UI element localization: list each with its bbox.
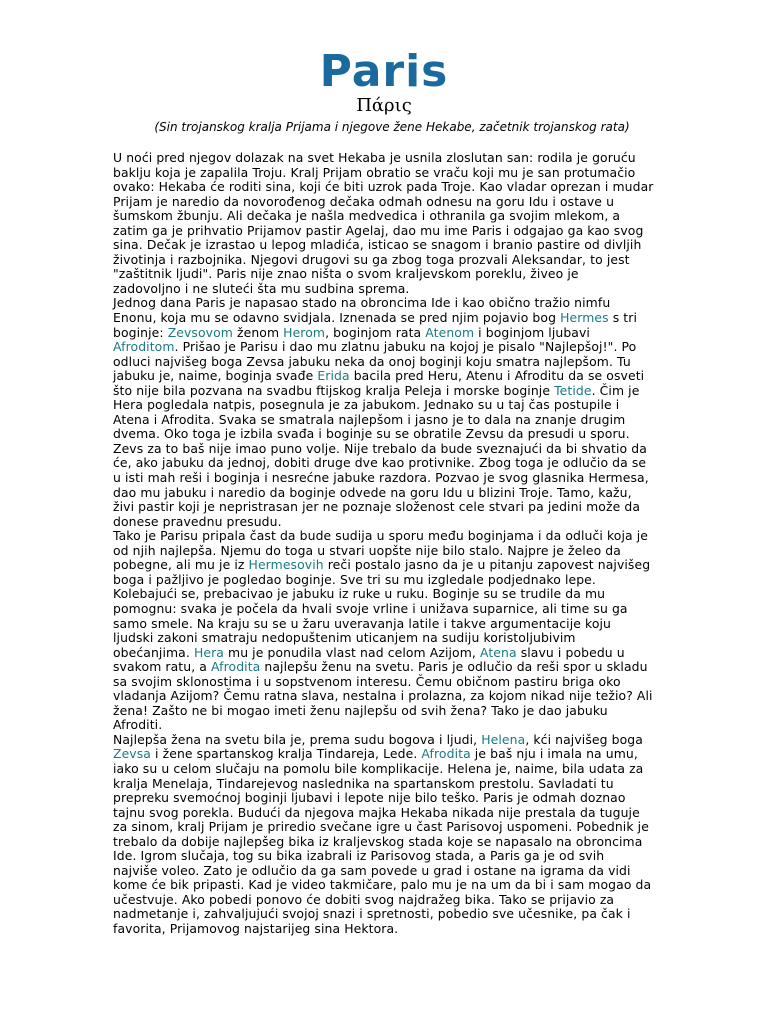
text-line (113, 791, 743, 806)
text-line (113, 558, 743, 573)
text-line (113, 617, 743, 632)
text-run: iako su u celom slučaju na pomolu bile komplikacije. Helena je, naime, bila udata za (113, 760, 644, 776)
text-line (113, 267, 743, 282)
name-link[interactable]: Afroditom (113, 339, 175, 355)
name-link[interactable]: Hermes (560, 310, 609, 326)
text-line (113, 922, 743, 937)
text-line (113, 806, 743, 821)
text-line (113, 238, 743, 253)
text-line (113, 718, 743, 733)
text-line (113, 180, 743, 195)
text-line (113, 253, 743, 268)
text-line (113, 573, 743, 588)
text-line (113, 224, 743, 239)
text-run: je baš nju i imala na umu, (470, 746, 638, 762)
text-run: što nije bila pozvana na svadbu ftijskog kralja Peleja i morske boginje (113, 382, 555, 398)
text-run: , boginjom rata (325, 324, 426, 340)
text-line (113, 646, 743, 661)
text-run: će, ako jabuku da jednoj, dobiti druge dve kao protivnike. Zbog toga je odlučio da se (113, 455, 647, 471)
article-body (113, 151, 743, 937)
text-run: samo smele. Na kraju su se u žaru uveravanja latile i takve argumentacije koju (113, 615, 612, 631)
text-line (113, 486, 743, 501)
text-run: pobegne, ali mu je iz (113, 557, 249, 573)
text-run: "zaštitnik ljudi". Paris nije znao ništa o svom kraljevskom poreklu, živeo je (113, 266, 579, 282)
text-run: kome će bik pripasti. Kad je video takmičare, palo mu je na um da bi i sam mogao da (113, 877, 652, 893)
text-line (113, 456, 743, 471)
name-link[interactable]: Zevsovom (167, 324, 233, 340)
text-run: jabuku je, naime, boginja svađe (113, 368, 318, 384)
text-line (113, 820, 743, 835)
text-line (113, 384, 743, 399)
text-line (113, 413, 743, 428)
text-run: donese pravednu presudu. (113, 513, 282, 529)
text-run: Afroditi. (113, 717, 163, 733)
text-run: mu je ponudila vlast nad celom Azijom, (223, 644, 480, 660)
text-run: reči postalo jasno da je u pitanju zapovest najvišeg (323, 557, 651, 573)
text-line (113, 427, 743, 442)
text-line (113, 166, 743, 181)
text-run: Hera pogledala natpis, posegnula je za jabukom. Jednako su u taj čas postupile i (113, 397, 620, 413)
paragraph (113, 296, 743, 529)
text-run: Zevs za to baš nije imao puno volje. Nije trebalo da bude sveznajući da bi shvatio da (113, 440, 647, 456)
text-run: Ide. Igrom slučaja, tog su bika izabrali iz Parisovog stada, a Paris ga je od svih (113, 848, 605, 864)
text-line (113, 733, 743, 748)
text-line (113, 704, 743, 719)
text-run: slavu i pobedu u (516, 644, 625, 660)
text-run: najviše voleo. Zato je odlučio da ga sam povede u grad i ostane na igrama da vidi (113, 862, 631, 878)
text-run: ljudski zakoni smatraju nedopuštenim uticanjem na sudiju koristoljubivim (113, 630, 576, 646)
paragraph (113, 529, 743, 733)
text-run: U noći pred njegov dolazak na svet Hekaba je usnila zloslutan san: rodila je goruću (113, 150, 636, 165)
name-link[interactable]: Atenom (425, 324, 475, 340)
text-line (113, 893, 743, 908)
text-line (113, 602, 743, 617)
name-link[interactable]: Hera (193, 644, 224, 660)
name-link[interactable]: Erida (317, 368, 350, 384)
text-run: ženom (232, 324, 284, 340)
text-run: s tri (608, 310, 637, 326)
text-line (113, 442, 743, 457)
text-run: odluci najvišeg boga Zevsa jabuku neka da onoj boginji koju smatra najlepšom. Tu (113, 353, 631, 369)
text-run: dvema. Oko toga je izbila svađa i boginje su se obratile Zevsu da presudi u sporu. (113, 426, 630, 442)
text-run: i boginjom ljubavi (474, 324, 590, 340)
text-line (113, 282, 743, 297)
text-run: sa svojim sklonostima i u sopstvenom interesu. Čemu običnom pastiru briga oko (113, 673, 621, 689)
text-run: šumskom žbunju. Ali dečaka je našla medvedica i othranila ga svojim mlekom, a (113, 208, 621, 224)
text-line (113, 515, 743, 530)
text-run: žena! Zašto ne bi mogao imeti ženu najlepšu od svih žena? Tako je dao jabuku (113, 702, 608, 718)
text-run: zadovoljno i ne sluteći šta mu sudbina sprema. (113, 280, 410, 296)
text-line (113, 529, 743, 544)
text-run: , kći najvišeg boga (525, 731, 643, 747)
greek-name: Πάρις (356, 95, 412, 116)
text-line (113, 675, 743, 690)
text-line (113, 907, 743, 922)
text-run: boginje: (113, 324, 168, 340)
name-link[interactable]: Tetide (554, 382, 592, 398)
text-line (113, 660, 743, 675)
text-run: ovako: Hekaba će roditi sina, koji će biti uzrok pada Troje. Kao vladar oprezan i mudar (113, 179, 654, 195)
text-line (113, 689, 743, 704)
text-run: favorita, Prijamovog najstarijeg sina Hektora. (113, 920, 399, 936)
text-line (113, 340, 743, 355)
text-line (113, 631, 743, 646)
text-run: Atena i Afrodita. Svaka se smatrala najlepšom i jasno je to dala na znanje drugim (113, 411, 626, 427)
text-run: Enonu, koja mu se odavno svidjala. Iznenada se pred njim pojavio bog (113, 310, 561, 326)
text-run: bacila pred Heru, Atenu i Afroditu da se osveti (349, 368, 645, 384)
text-run: prepreku svemoćnoj boginji ljubavi i lepote nije bilo teško. Paris je odmah doznao (113, 790, 626, 806)
text-line (113, 587, 743, 602)
text-run: dao mu jabuku i naredio da boginje odvede na goru Idu u blizini Troje. Tamo, kažu, (113, 484, 632, 500)
text-run: svakom ratu, a (113, 659, 212, 675)
text-run: i žene spartanskog kralja Tindareja, Lede. (151, 746, 422, 762)
text-run: životinja i razbojnika. Njegovi drugovi su ga zbog toga prozvali Aleksandar, to jest (113, 251, 630, 267)
text-run: tajnu svog porekla. Budući da njegova majka Hekaba nikada nije prestala da tuguje (113, 804, 640, 820)
text-run: pomognu: svaka je počela da hvali svoje vrline i unižava suparnice, ali time su ga (113, 600, 628, 616)
text-run: za sinom, kralj Prijam je priredio svečane igre u čast Parisovoj uspomeni. Pobednik je (113, 819, 649, 835)
text-line (113, 296, 743, 311)
name-link[interactable]: Afrodita (211, 659, 261, 675)
text-run: Najlepša žena na svetu bila je, prema sudu bogova i ljudi, (113, 731, 482, 747)
text-run: živi pastir koji je nepristrasan jer ne poznaje složenost cele stvari pa jedini može da (113, 499, 641, 515)
name-link[interactable]: Hermesovih (248, 557, 324, 573)
text-line (113, 835, 743, 850)
text-run: obećanjima. (113, 644, 194, 660)
text-run: u isti mah reši i boginja i nesrećne jabuke razdora. Pozvao je svog glasnika Hermesa, (113, 470, 649, 486)
text-run: . Čim je (591, 382, 640, 398)
text-run: najlepšu ženu na svetu. Paris je odlučio da reši spor u skladu (260, 659, 648, 675)
name-link[interactable]: Zevsa (113, 746, 151, 762)
text-run: vladanja Azijom? Čemu ratna slava, nestalna i prolazna, za kojom nikad nije težio? Ali (113, 688, 653, 704)
text-line (113, 209, 743, 224)
page-title: Paris (319, 46, 449, 97)
text-line (113, 500, 743, 515)
text-run: boga i pažljivo je pogledao boginje. Sve tri su mu izgledale podjednako lepe. (113, 571, 596, 587)
text-run: nadmetanje i, zahvaljujući svojoj snazi i spretnosti, pobedio sve učesnike, pa čak i (113, 906, 631, 922)
name-link[interactable]: Herom (283, 324, 326, 340)
text-line (113, 471, 743, 486)
text-run: . Prišao je Parisu i dao mu zlatnu jabuku na kojoj je pisalo "Najlepšoj!". Po (174, 339, 637, 355)
text-line (113, 777, 743, 792)
text-run: kralja Menelaja, Tindarejevog naslednika na spartanskom prestolu. Savladati tu (113, 775, 614, 791)
text-line (113, 864, 743, 879)
paragraph (113, 733, 743, 937)
text-line (113, 747, 743, 762)
name-link[interactable]: Helena (481, 731, 526, 747)
text-line (113, 762, 743, 777)
text-line (113, 311, 743, 326)
text-run: trebalo da dobije najlepšeg bika iz kraljevskog stada koje se napasalo na obroncima (113, 833, 643, 849)
text-line (113, 326, 743, 341)
text-line (113, 544, 743, 559)
text-run: Tako je Parisu pripala čast da bude sudija u sporu među boginjama i da odluči koja je (113, 528, 649, 544)
text-line (113, 398, 743, 413)
text-run: Prijam je naredio da novorođenog dečaka odmah odnesu na goru Idu i ostave u (113, 193, 615, 209)
text-line (113, 355, 743, 370)
text-run: zatim ga je prihvatio Prijamov pastir Agelaj, dao mu ime Paris i odgajao ga kao svog (113, 222, 644, 238)
text-run: Kolebajući se, prebacivao je jabuku iz ruke u ruku. Boginje su se trudile da mu (113, 586, 606, 602)
text-line (113, 369, 743, 384)
text-run: od njih najlepša. Njemu do toga u stvari uopšte nije bilo stalo. Najpre je želeo da (113, 542, 621, 558)
text-line (113, 195, 743, 210)
text-run: učestvuje. Ako pobedi ponovo će dobiti svog najdražeg bika. Tako se prijavio za (113, 891, 615, 907)
text-line (113, 849, 743, 864)
paragraph (113, 151, 743, 296)
name-link[interactable]: Atena (479, 644, 517, 660)
text-run: baklju koja je zapalila Troju. Kralj Prijam obratio se vraču koji mu je san protumačio (113, 164, 636, 180)
text-line (113, 878, 743, 893)
text-line (113, 151, 743, 166)
text-run: sina. Dečak je izrastao u lepog mladića, isticao se snagom i branio pastire od divljih (113, 237, 642, 253)
text-run: Jednog dana Paris je napasao stado na obroncima Ide i kao obično tražio nimfu (113, 295, 611, 311)
name-link[interactable]: Afrodita (421, 746, 471, 762)
page-subtitle: (Sin trojanskog kralja Prijama i njegove žene Hekabe, začetnik trojanskog rata) (154, 120, 630, 134)
